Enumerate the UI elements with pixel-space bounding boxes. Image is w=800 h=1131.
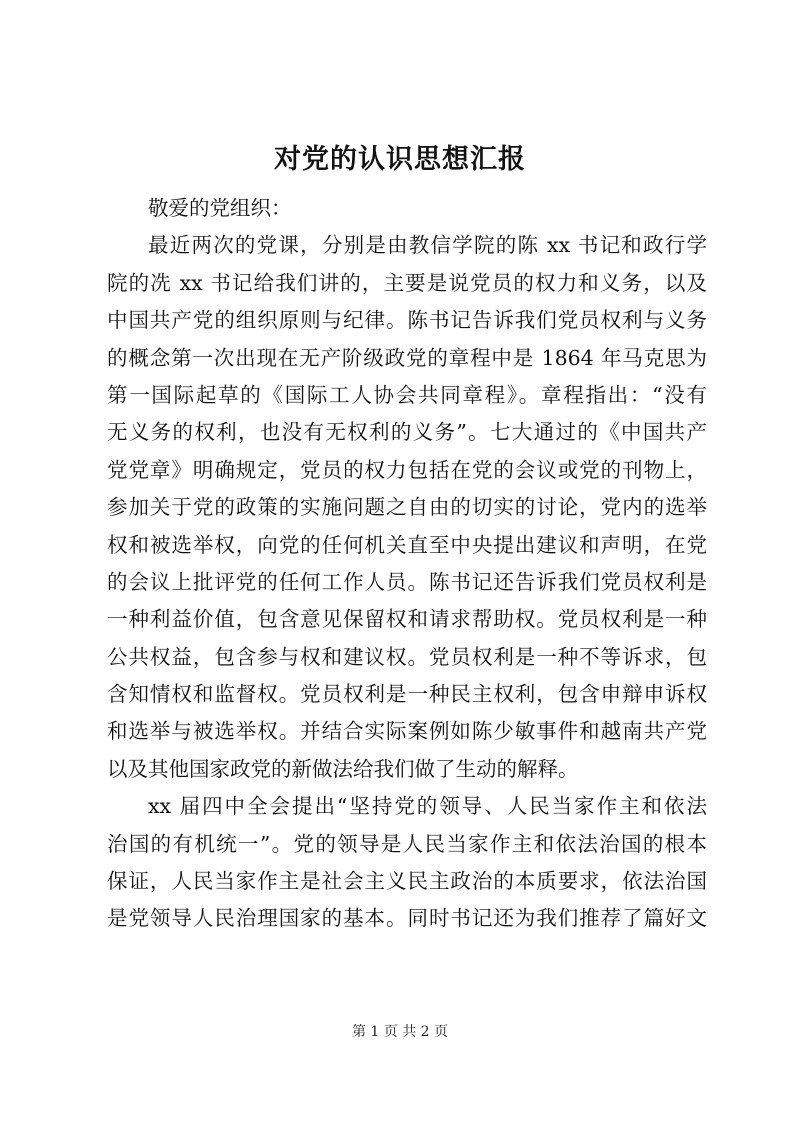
paragraph-line: 含知情权和监督权。党员权利是一种民主权利，包含申辩申诉权 bbox=[107, 682, 707, 707]
paragraph-line: 权和被选举权，向党的任何机关直至中央提出建议和声明，在党 bbox=[107, 532, 707, 557]
document-body bbox=[107, 190, 707, 938]
paragraph-line: 党党章》明确规定，党员的权力包括在党的会议或党的刊物上， bbox=[107, 457, 707, 482]
paragraph-line: 一种利益价值，包含意见保留权和请求帮助权。党员权利是一种 bbox=[107, 607, 707, 632]
paragraph-2 bbox=[107, 788, 707, 938]
paragraph-line: 无义务的权利，也没有无权利的义务”。七大通过的《中国共产 bbox=[107, 420, 707, 445]
paragraph-line: 和选举与被选举权。并结合实际案例如陈少敏事件和越南共产党 bbox=[107, 719, 707, 744]
paragraph-1 bbox=[107, 227, 707, 788]
salutation: 敬爱的党组织： bbox=[148, 196, 292, 220]
paragraph-line: xx 届四中全会提出“坚持党的领导、人民当家作主和依法 bbox=[148, 794, 707, 819]
paragraph-line: 最近两次的党课，分别是由教信学院的陈 xx 书记和政行学 bbox=[148, 233, 707, 258]
document-title: 对党的认识思想汇报 bbox=[274, 144, 526, 175]
paragraph-line: 的会议上批评党的任何工作人员。陈书记还告诉我们党员权利是 bbox=[107, 569, 707, 594]
paragraph-line: 公共权益，包含参与权和建议权。党员权利是一种不等诉求，包 bbox=[107, 644, 707, 669]
paragraph-line: 保证，人民当家作主是社会主义民主政治的本质要求，依法治国 bbox=[107, 869, 707, 894]
paragraph-line: 院的冼 xx 书记给我们讲的，主要是说党员的权力和义务，以及 bbox=[107, 270, 707, 295]
paragraph-line: 的概念第一次出现在无产阶级政党的章程中是 1864 年马克思为 bbox=[107, 345, 707, 370]
paragraph-line: 第一国际起草的《国际工人协会共同章程》。章程指出：“没有 bbox=[107, 382, 707, 407]
page-number-footer: 第 1 页 共 2 页 bbox=[351, 1024, 449, 1040]
paragraph-line: 治国的有机统一”。党的领导是人民当家作主和依法治国的根本 bbox=[107, 831, 707, 856]
paragraph-line: 是党领导人民治理国家的基本。同时书记还为我们推荐了篇好文 bbox=[107, 906, 707, 931]
paragraph-line: 参加关于党的政策的实施问题之自由的切实的讨论，党内的选举 bbox=[107, 495, 707, 520]
paragraph-line: 以及其他国家政党的新做法给我们做了生动的解释。 bbox=[107, 756, 579, 781]
paragraph-line: 中国共产党的组织原则与纪律。陈书记告诉我们党员权利与义务 bbox=[107, 308, 707, 333]
